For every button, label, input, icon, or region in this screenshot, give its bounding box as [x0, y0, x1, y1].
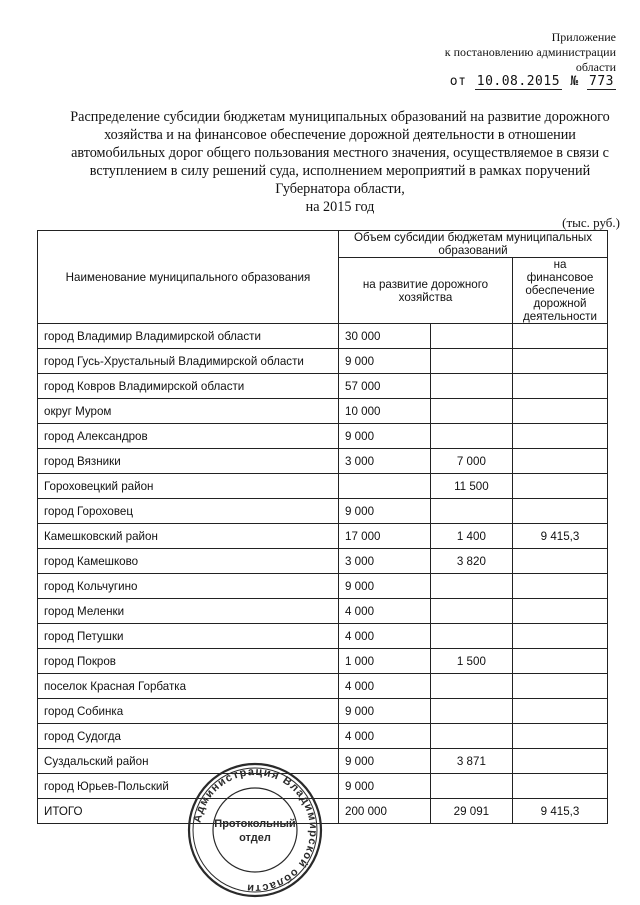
row-name-cell: город Юрьев-Польский	[38, 774, 339, 799]
table-row	[38, 399, 608, 424]
header-road-financing: на финансовое обеспечение дорожной деятельности	[513, 258, 608, 324]
road-development-extra-cell: 11 500	[430, 474, 512, 499]
table-row	[38, 474, 608, 499]
table-row	[38, 424, 608, 449]
road-financing-cell	[513, 674, 608, 699]
road-development-extra-cell	[430, 599, 512, 624]
row-name-cell: округ Муром	[38, 399, 339, 424]
road-financing-cell	[513, 774, 608, 799]
road-financing-cell	[513, 399, 608, 424]
road-financing-cell	[513, 599, 608, 624]
row-name-cell: город Судогда	[38, 724, 339, 749]
road-financing-cell	[513, 349, 608, 374]
road-development-extra-cell: 7 000	[430, 449, 512, 474]
road-development-cell	[339, 474, 431, 499]
road-development-cell: 4 000	[339, 624, 431, 649]
seal-stamp	[185, 760, 325, 900]
road-development-cell: 4 000	[339, 599, 431, 624]
row-name-cell: город Александров	[38, 424, 339, 449]
road-development-cell: 10 000	[339, 399, 431, 424]
table-body	[38, 324, 608, 824]
road-financing-cell	[513, 324, 608, 349]
row-name-cell: город Гороховец	[38, 499, 339, 524]
road-development-extra-cell: 29 091	[430, 799, 512, 824]
road-financing-cell	[513, 549, 608, 574]
road-development-extra-cell	[430, 774, 512, 799]
road-development-extra-cell: 3 820	[430, 549, 512, 574]
row-name-cell: город Собинка	[38, 699, 339, 724]
title-text: Распределение субсидии бюджетам муниципальных образований на развитие дорожного хозяйства и на финансовое обеспечение дорожной деятельности в отношении автомобильных дорог общего пользования местного значения, осуществляемое в связи с вступлением в силу решений суда, исполнением мероприятий в рамках поручений Губернатора области,	[70, 109, 610, 197]
table-row	[38, 449, 608, 474]
order-line	[450, 74, 616, 90]
document-title	[70, 108, 610, 216]
road-financing-cell	[513, 449, 608, 474]
road-financing-cell	[513, 499, 608, 524]
table-row	[38, 324, 608, 349]
road-development-cell: 3 000	[339, 449, 431, 474]
order-no-label: №	[570, 74, 579, 89]
row-name-cell: город Петушки	[38, 624, 339, 649]
road-development-extra-cell: 3 871	[430, 749, 512, 774]
road-development-extra-cell	[430, 674, 512, 699]
road-development-extra-cell	[430, 499, 512, 524]
order-date: 10.08.2015	[476, 74, 561, 89]
units-label: (тыс. руб.)	[562, 215, 620, 230]
road-financing-cell: 9 415,3	[513, 524, 608, 549]
road-development-cell: 57 000	[339, 374, 431, 399]
road-financing-cell	[513, 574, 608, 599]
row-name-cell: Суздальский район	[38, 749, 339, 774]
road-development-cell: 9 000	[339, 499, 431, 524]
road-financing-cell	[513, 624, 608, 649]
table-row	[38, 599, 608, 624]
header-group: Объем субсидии бюджетам муниципальных образований	[339, 231, 608, 258]
stamp-center-line2: отдел	[239, 832, 271, 844]
header-road-development: на развитие дорожного хозяйства	[339, 258, 513, 324]
row-name-cell: город Ковров Владимирской области	[38, 374, 339, 399]
road-development-cell: 9 000	[339, 774, 431, 799]
appendix-label: Приложение	[551, 30, 616, 44]
road-financing-cell	[513, 699, 608, 724]
table-row	[38, 699, 608, 724]
table-row	[38, 349, 608, 374]
road-financing-cell	[513, 649, 608, 674]
road-financing-cell	[513, 474, 608, 499]
appendix-header	[396, 30, 616, 75]
road-development-extra-cell	[430, 724, 512, 749]
road-development-cell: 1 000	[339, 649, 431, 674]
road-financing-cell	[513, 374, 608, 399]
table-row	[38, 549, 608, 574]
table-row	[38, 524, 608, 549]
road-development-cell: 9 000	[339, 574, 431, 599]
road-development-extra-cell: 1 400	[430, 524, 512, 549]
table-row	[38, 624, 608, 649]
stamp-center-line1: Протокольный	[214, 818, 296, 830]
title-year: на 2015 год	[305, 199, 375, 215]
road-financing-cell: 9 415,3	[513, 799, 608, 824]
row-name-cell: Гороховецкий район	[38, 474, 339, 499]
road-development-extra-cell: 1 500	[430, 649, 512, 674]
road-development-cell: 200 000	[339, 799, 431, 824]
road-development-cell: 9 000	[339, 749, 431, 774]
row-name-cell: город Меленки	[38, 599, 339, 624]
order-prefix: от	[449, 74, 467, 89]
table-row	[38, 674, 608, 699]
road-development-cell: 4 000	[339, 674, 431, 699]
row-name-cell: город Вязники	[38, 449, 339, 474]
road-development-extra-cell	[430, 399, 512, 424]
road-development-extra-cell	[430, 349, 512, 374]
table-row	[38, 649, 608, 674]
table-row	[38, 574, 608, 599]
row-name-cell: город Покров	[38, 649, 339, 674]
header-name: Наименование муниципального образования	[38, 231, 339, 324]
table-row	[38, 724, 608, 749]
road-development-cell: 9 000	[339, 424, 431, 449]
road-financing-cell	[513, 424, 608, 449]
row-name-cell: город Гусь-Хрустальный Владимирской области	[38, 349, 339, 374]
row-name-cell: город Владимир Владимирской области	[38, 324, 339, 349]
road-financing-cell	[513, 749, 608, 774]
row-name-cell: ИТОГО	[38, 799, 339, 824]
region-label: области	[575, 60, 616, 74]
road-development-extra-cell	[430, 699, 512, 724]
road-financing-cell	[513, 724, 608, 749]
table-row	[38, 374, 608, 399]
road-development-cell: 3 000	[339, 549, 431, 574]
row-name-cell: город Кольчугино	[38, 574, 339, 599]
road-development-cell: 4 000	[339, 724, 431, 749]
road-development-extra-cell	[430, 624, 512, 649]
row-name-cell: поселок Красная Горбатка	[38, 674, 339, 699]
road-development-cell: 17 000	[339, 524, 431, 549]
road-development-extra-cell	[430, 424, 512, 449]
subsidy-table	[37, 230, 608, 824]
road-development-extra-cell	[430, 574, 512, 599]
resolution-label: к постановлению администрации	[444, 45, 616, 59]
road-development-cell: 9 000	[339, 699, 431, 724]
table-row	[38, 499, 608, 524]
road-development-cell: 30 000	[339, 324, 431, 349]
row-name-cell: Камешковский район	[38, 524, 339, 549]
stamp-ring-text: Администрация Владимирской области	[191, 765, 320, 895]
order-number: 773	[589, 74, 614, 89]
row-name-cell: город Камешково	[38, 549, 339, 574]
road-development-cell: 9 000	[339, 349, 431, 374]
road-development-extra-cell	[430, 324, 512, 349]
road-development-extra-cell	[430, 374, 512, 399]
